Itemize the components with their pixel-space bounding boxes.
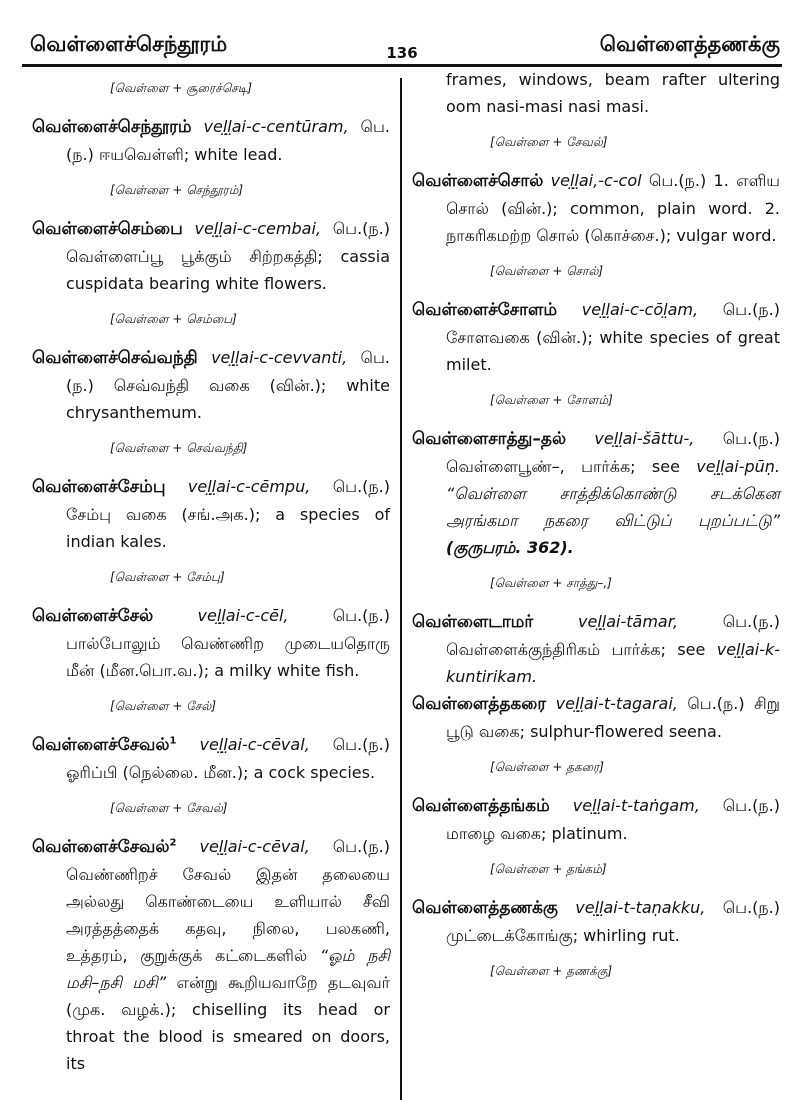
etymology: [வெள்ளை + சேல்] <box>110 699 217 713</box>
entry-continuation: frames, windows, beam rafter ultering oom nasi-masi nasi masi. <box>446 70 780 116</box>
transliteration: vel̤l̤ai-šāttu-, <box>594 429 695 448</box>
dictionary-entry <box>412 167 780 249</box>
dictionary-entry <box>412 894 780 949</box>
etymology: [வெள்ளை + சூரைச்செடி] <box>110 81 253 95</box>
etymology: [வெள்ளை + செந்தூரம்] <box>110 183 244 197</box>
etymology: [வெள்ளை + சோளம்] <box>490 393 613 407</box>
headword: வெள்ளைச்செம்பை <box>32 219 183 239</box>
part-of-speech: பெ.(ந.) <box>66 348 390 395</box>
definition: 1. எளிய சொல் (வின்.); common, plain word. 2. நாகரிகமற்ற சொல் (கொச்சை.); vulgar word. <box>446 171 780 245</box>
dictionary-columns <box>0 66 800 1100</box>
transliteration: vel̤l̤ai-c-cēmpu, <box>187 477 311 496</box>
headword: வெள்ளைச்சொல் <box>412 171 544 191</box>
dictionary-entry <box>412 608 780 690</box>
quotation: “ஓம் நசி மசி–நசி மசி” <box>66 946 390 992</box>
cross-reference: vel̤l̤ai-k-kuntirikam. <box>446 640 780 686</box>
definition-continued: என்று கூறியவாறே தடவுவர் (முக. வழக்.); chiselling its head or throat the blood is smeared on doors, its <box>66 973 390 1073</box>
dictionary-entry <box>32 113 390 168</box>
part-of-speech: பெ.(ந.) <box>722 796 780 815</box>
definition: ஈயவெள்ளி; white lead. <box>98 145 283 164</box>
headword: வெள்ளைச்சோளம் <box>412 300 558 320</box>
definition: சோளவகை (வின்.); white species of great milet. <box>446 328 780 374</box>
headword: வெள்ளைச்சேவல் <box>32 735 170 755</box>
headword: வெள்ளைத்தணக்கு <box>412 898 558 918</box>
dictionary-entry <box>412 690 780 745</box>
part-of-speech: பெ.(ந.) <box>332 477 390 496</box>
definition: வெள்ளைபூண்–, பார்க்க; see <box>446 457 680 476</box>
etymology: [வெள்ளை + தகரை] <box>490 760 604 774</box>
part-of-speech: பெ.(ந.) <box>722 300 780 319</box>
part-of-speech: பெ.(ந.) <box>687 694 745 713</box>
headword: வெள்ளைசாத்து–தல் <box>412 429 567 449</box>
homonym-number: 1 <box>169 735 177 747</box>
part-of-speech: பெ.(ந.) <box>332 735 390 754</box>
headword: வெள்ளைடாமர் <box>412 612 534 632</box>
headword: வெள்ளைச்சேம்பு <box>32 477 166 497</box>
transliteration: vel̤l̤ai-c-cēval, <box>199 837 310 856</box>
part-of-speech: பெ.(ந.) <box>332 606 390 625</box>
dictionary-entry <box>412 792 780 847</box>
definition: சிறு பூடு வகை; sulphur-flowered seena. <box>446 694 780 741</box>
definition: செவ்வந்தி வகை (வின்.); white chrysanthemum. <box>66 376 390 422</box>
left-column <box>32 66 390 1077</box>
part-of-speech: பெ.(ந.) <box>722 429 780 448</box>
cross-reference: vel̤l̤ai-pūṇ. <box>696 457 780 476</box>
dictionary-entry <box>32 215 390 297</box>
dictionary-entry <box>32 473 390 555</box>
citation: (குருபரம். 362). <box>446 538 574 557</box>
etymology: [வெள்ளை + செம்பை] <box>110 312 237 326</box>
etymology: [வெள்ளை + சொல்] <box>490 264 604 278</box>
etymology: [வெள்ளை + சாத்து–,] <box>490 576 612 590</box>
transliteration: vel̤l̤ai-c-cembai, <box>194 219 321 238</box>
part-of-speech: பெ.(ந.) <box>332 219 390 238</box>
transliteration: vel̤l̤ai-c-cēval, <box>199 735 310 754</box>
etymology: [வெள்ளை + தணக்கு] <box>490 964 613 978</box>
definition: வெண்ணிறச் சேவல் இதன் தலையை அல்லது கொண்டையை உளியால் சீவி அரத்தத்தைக் கதவு, நிலை, பலகணி, உத்தரம், குறுக்குக் கட்டைகளில் <box>66 865 390 965</box>
etymology: [வெள்ளை + செவ்வந்தி] <box>110 441 248 455</box>
definition: வெள்ளைப்பூ பூக்கும் சிற்றகத்தி; cassia cuspidata bearing white flowers. <box>66 247 390 293</box>
etymology: [வெள்ளை + சேம்பு] <box>110 570 225 584</box>
transliteration: vel̤l̤ai-t-tagarai, <box>555 694 678 713</box>
dictionary-entry <box>412 296 780 378</box>
headword: வெள்ளைச்சேவல் <box>32 837 170 857</box>
definition: பால்போலும் வெண்ணிற முடையதொரு மீன் (மீன.பொ.வ.); a milky white fish. <box>66 634 390 680</box>
definition: வெள்ளைக்குந்திரிகம் பார்க்க; see <box>446 640 706 659</box>
header-right-guideword: வெள்ளைத்தணக்கு <box>599 32 780 56</box>
transliteration: vel̤l̤ai-c-cevvanti, <box>211 348 348 367</box>
page-header <box>22 8 782 67</box>
transliteration: vel̤l̤ai-c-centūram, <box>203 117 349 136</box>
dictionary-entry <box>412 425 780 561</box>
part-of-speech: பெ.(ந.) <box>332 837 390 856</box>
etymology: [வெள்ளை + தங்கம்] <box>490 862 607 876</box>
headword: வெள்ளைச்செந்தூரம் <box>32 117 192 137</box>
transliteration: vel̤l̤ai-c-cēl, <box>197 606 289 625</box>
page-number: 136 <box>386 44 418 62</box>
definition: ஓரிப்பி (நெல்லை. மீன.); a cock species. <box>66 763 376 782</box>
definition: மாழை வகை; platinum. <box>446 824 628 843</box>
column-divider <box>400 78 402 1100</box>
definition: முட்டைக்கோங்கு; whirling rut. <box>446 926 680 945</box>
headword: வெள்ளைச்செவ்வந்தி <box>32 348 198 368</box>
part-of-speech: பெ.(ந.) <box>66 117 390 164</box>
part-of-speech: பெ.(ந.) <box>648 171 707 190</box>
headword: வெள்ளைத்தங்கம் <box>412 796 550 816</box>
etymology: [வெள்ளை + சேவல்] <box>490 135 608 149</box>
quotation: “வெள்ளை சாத்திக்கொண்டு சடக்கென அரங்கமா நகரை விட்டுப் புறப்பட்டு” <box>446 484 780 530</box>
definition: சேம்பு வகை (சங்.அக.); a species of indian kales. <box>66 505 390 551</box>
transliteration: vel̤l̤ai-t-taṇakku, <box>575 898 706 917</box>
part-of-speech: பெ.(ந.) <box>722 898 780 917</box>
transliteration: vel̤l̤ai-tāmar, <box>578 612 678 631</box>
headword: வெள்ளைச்சேல் <box>32 606 154 626</box>
header-left-guideword: வெள்ளைச்செந்தூரம் <box>30 32 228 56</box>
right-column <box>412 66 780 996</box>
headword: வெள்ளைத்தகரை <box>412 694 547 714</box>
transliteration: vel̤l̤ai-c-cōl̤am, <box>581 300 699 319</box>
transliteration: vel̤l̤ai-t-taṅgam, <box>572 796 700 815</box>
part-of-speech: பெ.(ந.) <box>722 612 780 631</box>
dictionary-entry <box>32 344 390 426</box>
dictionary-entry <box>32 602 390 684</box>
dictionary-entry <box>32 833 390 1077</box>
homonym-number: 2 <box>169 837 177 849</box>
etymology: [வெள்ளை + சேவல்] <box>110 801 228 815</box>
transliteration: vel̤l̤ai,-c-col <box>550 171 642 190</box>
dictionary-entry <box>32 731 390 786</box>
